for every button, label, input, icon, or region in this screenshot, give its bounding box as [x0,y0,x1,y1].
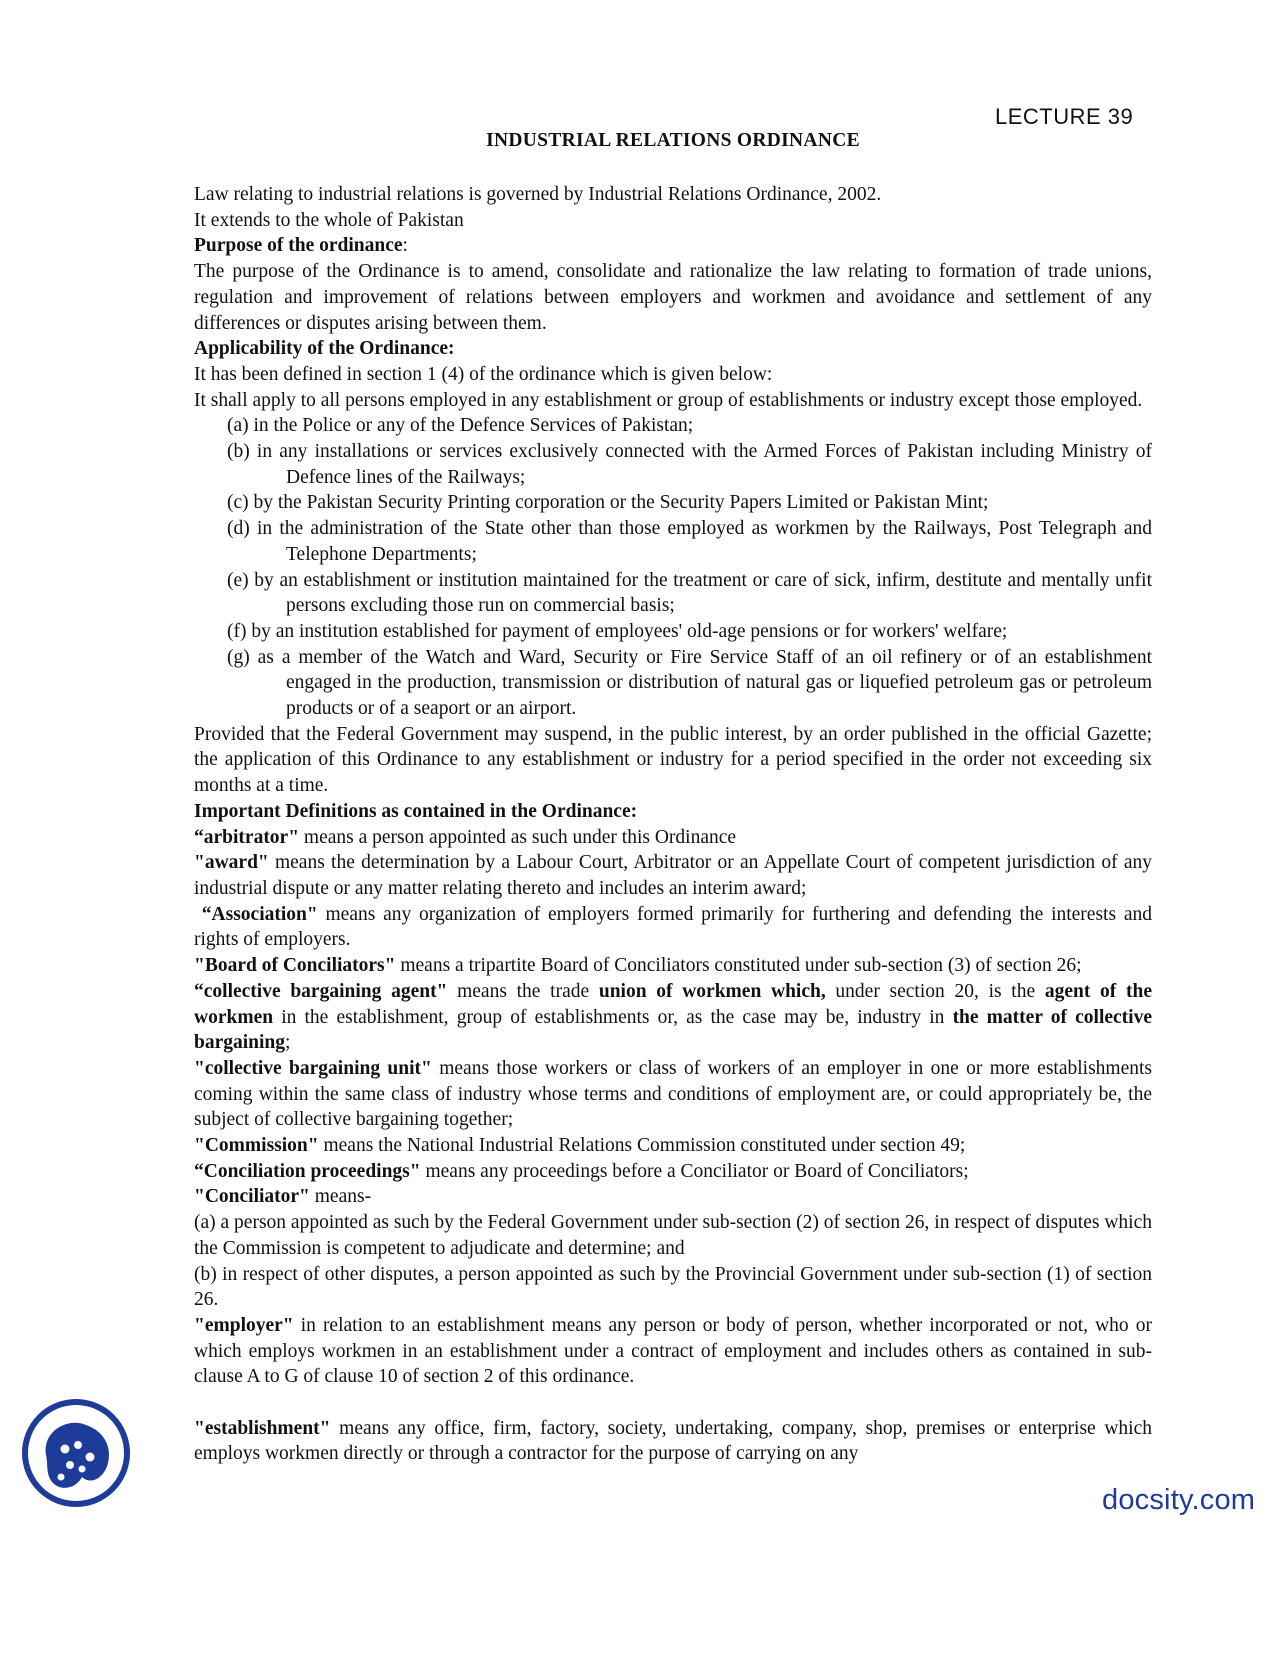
document-body [194,182,1152,1467]
exception-item: (f) by an institution established for payment of employees' old-age pensions or for workers' welfare; [227,620,1008,642]
purpose-text: The purpose of the Ordinance is to amend, consolidate and rationalize the law relating to formation of trade unions, regulation and improvement of relations between employers and workmen and avoidance and settlement of any differences or disputes arising between them. [194,261,1152,334]
page-title: INDUSTRIAL RELATIONS ORDINANCE [486,130,860,151]
definition-term: "collective bargaining unit" [194,1057,432,1079]
definition [194,953,1152,979]
definition [194,850,1152,901]
definition-text: means the determination by a Labour Court, Arbitrator or an Appellate Court of competent jurisdiction of any industrial dispute or any matter relating thereto and includes an interim award; [194,852,1152,899]
lecture-number: LECTURE 39 [995,104,1134,129]
definition-text: in relation to an establishment means any person or body of person, whether incorporated or not, who or which employs workmen in an establishment under a contract of employment and includes others as contained in sub-clause A to G of clause 10 of section 2 of this ordinance. [194,1314,1152,1388]
definition-emphasis: agent of the workmen [194,980,1152,1028]
definitions-heading-line [194,799,1152,825]
intro-line: It extends to the whole of Pakistan [194,209,464,231]
definition-term: “collective bargaining agent" [194,980,448,1002]
definition-subitem: (a) a person appointed as such by the Federal Government under sub-section (2) of section 26, in respect of disputes which the Commission is competent to adjudicate and determine; and [194,1212,1152,1259]
definition-subitem: (b) in respect of other disputes, a person appointed as such by the Provincial Government under sub-section (1) of section 26. [194,1263,1152,1311]
definition-term: "employer" [194,1314,294,1336]
definition-text: means any proceedings before a Conciliator or Board of Conciliators; [420,1160,969,1182]
spacer [194,1390,1152,1416]
definition-text: means- [309,1186,372,1208]
exception-item: (a) in the Police or any of the Defence Services of Pakistan; [227,415,694,437]
definition-term: “Association" [201,903,318,925]
intro-line: Law relating to industrial relations is governed by Industrial Relations Ordinance, 2002. [194,184,882,205]
definition-term: "Board of Conciliators" [194,955,396,977]
section-heading: Important Definitions as contained in the Ordinance: [194,800,638,822]
section-heading: Applicability of the Ordinance: [194,338,455,360]
definition-term: “arbitrator" [194,826,300,848]
definition-term: "Conciliator" [194,1186,310,1208]
definition-term: "award" [194,852,269,874]
exception-item: (d) in the administration of the State other than those employed as workmen by the Railways, Post Telegraph and Telephone Departments; [227,518,1152,565]
definition-text: ; [285,1032,291,1054]
definition-term: "establishment" [194,1417,331,1439]
definition-term: “Conciliation proceedings" [194,1160,421,1182]
definition [194,1184,1152,1210]
proviso-text: Provided that the Federal Government may suspend, in the public interest, by an order published in the official Gazette; the application of this Ordinance to any establishment or industry for a period specified in the order not exceeding six months at a time. [194,723,1152,797]
applicability-heading-line [194,336,1152,362]
definition-text: means any organization of employers formed primarily for furthering and defending the interests and rights of employers. [194,903,1152,951]
definition-text: means a person appointed as such under this Ordinance [299,826,737,848]
definition-text: in the establishment, group of establishments or, as the case may be, industry in [273,1006,953,1028]
definition-emphasis: the matter of collective bargaining [194,1006,1152,1054]
definition-text: means those workers or class of workers of an employer in one or more establishments coming within the same class of industry whose terms and conditions of employment are, or could appropriately be, the subject of collective bargaining together; [194,1057,1152,1131]
definition [194,979,1152,1056]
exception-item: (g) as a member of the Watch and Ward, Security or Fire Service Staff of an oil refinery or of an establishment engaged in the production, transmission or distribution of natural gas or liquefied petroleum gas or petroleum products or of a seaport or an airport. [227,646,1152,720]
exception-item: (b) in any installations or services exclusively connected with the Armed Forces of Pakistan including Ministry of Defence lines of the Railways; [227,441,1152,488]
definition [194,902,1152,953]
docsity-watermark[interactable]: docsity.com [1102,1484,1256,1516]
definition [194,825,1152,851]
definition [194,1313,1152,1390]
docsity-logo-icon [20,1397,132,1509]
exception-item: (e) by an establishment or institution maintained for the treatment or care of sick, infirm, destitute and mentally unfit persons excluding those run on commercial basis; [227,569,1152,617]
definition [194,1416,1152,1467]
purpose-heading-line: Purpose of the ordinance: [194,235,408,257]
definition-text: under section 20, is the [825,980,1045,1002]
applicability-text: It has been defined in section 1 (4) of the ordinance which is given below: [194,363,773,385]
definition-text: means any office, firm, factory, society, undertaking, company, shop, premises or enterprise which employs workmen directly or through a contractor for the purpose of carrying on any [194,1417,1152,1465]
definition [194,1133,1152,1159]
definition [194,1159,1152,1185]
definition [194,1056,1152,1133]
section-heading: Purpose of the ordinance [194,235,403,257]
definition-term: "Commission" [194,1135,319,1157]
definition-emphasis: union of workmen which, [598,980,826,1002]
definition-text: means the National Industrial Relations Commission constituted under section 49; [318,1135,966,1157]
applicability-text: It shall apply to all persons employed in any establishment or group of establishments or industry except those employed. [194,389,1143,411]
definition-text: means the trade [447,980,599,1002]
definition-text: means a tripartite Board of Conciliators constituted under sub-section (3) of section 26; [395,955,1082,977]
exception-item: (c) by the Pakistan Security Printing corporation or the Security Papers Limited or Pakistan Mint; [227,492,989,514]
